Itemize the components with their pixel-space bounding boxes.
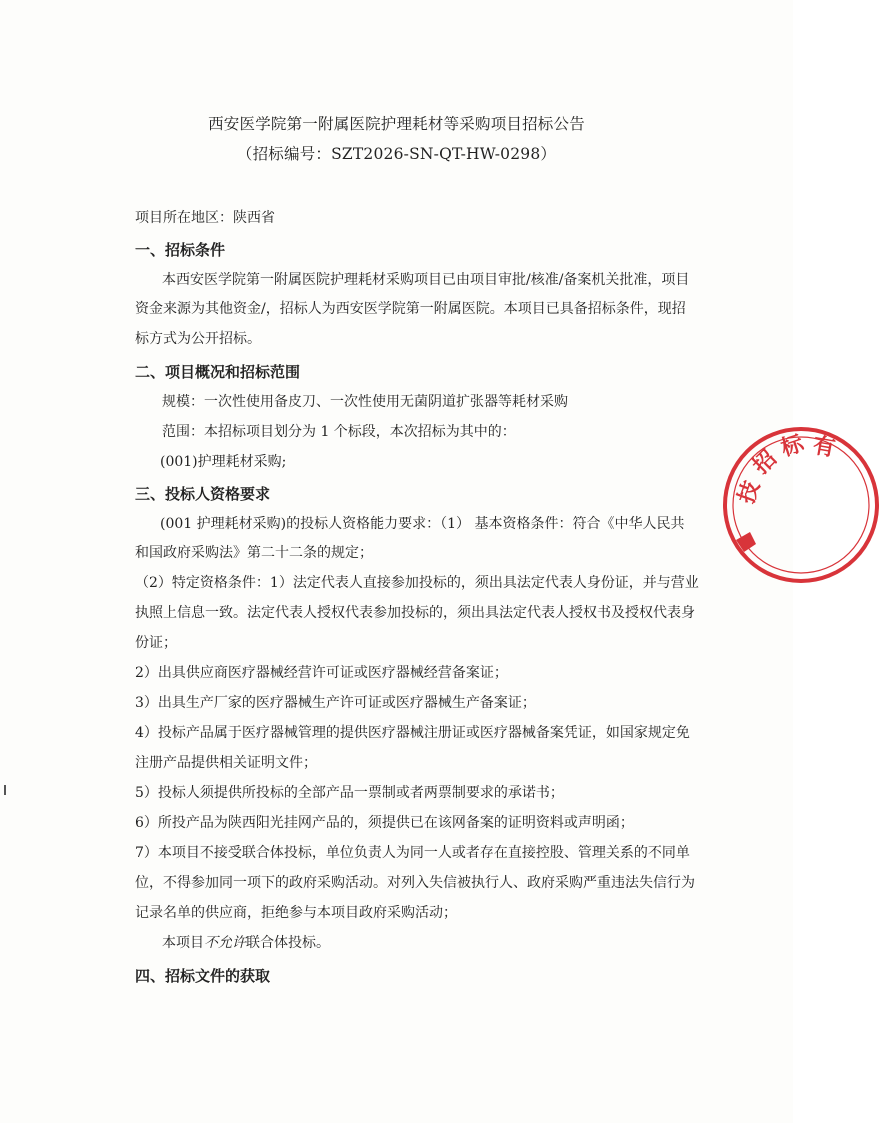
seal-char: 招 xyxy=(748,445,782,480)
scale-line: 规模：一次性使用备皮刀、一次性使用无菌阴道扩张器等耗材采购 xyxy=(162,394,568,410)
paragraph-line: 4）投标产品属于医疗器械管理的提供医疗器械注册证或医疗器械备案凭证，如国家规定免 xyxy=(135,725,690,741)
project-region: 项目所在地区：陕西省 xyxy=(135,210,275,226)
seal-char: 标 xyxy=(778,431,807,462)
paragraph-line: 份证； xyxy=(135,635,177,651)
lot-line: (001)护理耗材采购; xyxy=(160,454,287,470)
scope-line: 范围：本招标项目划分为 1 个标段，本次招标为其中的： xyxy=(162,424,516,440)
paragraph-line: 执照上信息一致。法定代表人授权代表参加投标的，须出具法定代表人授权书及授权代表身 xyxy=(135,605,695,621)
paragraph-line: 3）出具生产厂家的医疗器械生产许可证或医疗器械生产备案证； xyxy=(135,695,536,711)
paragraph-line: 6）所投产品为陕西阳光挂网产品的，须提供已在该网备案的证明资料或声明函； xyxy=(135,815,634,831)
consortium-emphasis: 不允许 xyxy=(204,935,246,951)
consortium-line xyxy=(162,933,330,953)
paragraph-line: 本西安医学院第一附属医院护理耗材采购项目已由项目审批/核准/备案机关批准，项目 xyxy=(162,272,690,288)
paragraph-line: 标方式为公开招标。 xyxy=(135,331,261,347)
consortium-prefix: 本项目 xyxy=(162,935,204,951)
section-heading-1: 一、招标条件 xyxy=(135,241,226,259)
paragraph-line: 资金来源为其他资金/，招标人为西安医学院第一附属医院。本项目已具备招标条件，现招 xyxy=(135,301,686,317)
section-heading-4: 四、招标文件的获取 xyxy=(135,967,271,985)
tender-number: （招标编号：SZT2026-SN-QT-HW-0298） xyxy=(236,145,557,163)
paragraph-line: 5）投标人须提供所投标的全部产品一票制或者两票制要求的承诺书； xyxy=(135,785,564,801)
scan-edge-mark xyxy=(4,785,6,795)
document-title: 西安医学院第一附属医院护理耗材等采购项目招标公告 xyxy=(208,115,585,133)
section-heading-2: 二、项目概况和招标范围 xyxy=(135,363,301,381)
paragraph-line: (001 护理耗材采购)的投标人资格能力要求：（1） 基本资格条件：符合《中华人民共 xyxy=(160,516,685,532)
consortium-suffix: 联合体投标。 xyxy=(246,935,330,951)
paragraph-line: 和国政府采购法》第二十二条的规定； xyxy=(135,545,373,561)
paragraph-line: 记录名单的供应商，拒绝参与本项目政府采购活动； xyxy=(135,905,457,921)
paragraph-line: 位，不得参加同一项下的政府采购活动。对列入失信被执行人、政府采购严重违法失信行为 xyxy=(135,875,695,891)
official-seal xyxy=(716,420,886,590)
section-heading-3: 三、投标人资格要求 xyxy=(135,485,271,503)
seal-char: 技 xyxy=(734,477,766,508)
seal-char: 有 xyxy=(810,433,837,462)
paragraph-line: 2）出具供应商医疗器械经营许可证或医疗器械经营备案证； xyxy=(135,665,508,681)
paragraph-line: 注册产品提供相关证明文件； xyxy=(135,755,317,771)
paragraph-line: （2）特定资格条件：1）法定代表人直接参加投标的，须出具法定代表人身份证，并与营业 xyxy=(135,575,699,591)
paragraph-line: 7）本项目不接受联合体投标，单位负责人为同一人或者存在直接控股、管理关系的不同单 xyxy=(135,845,690,861)
